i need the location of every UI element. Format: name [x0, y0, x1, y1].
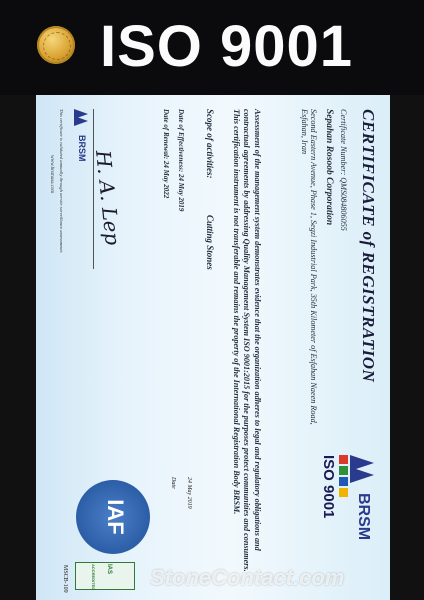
- iaf-label: IAF: [103, 499, 128, 535]
- brsm-logo: [306, 455, 376, 575]
- brsm-footer-word: BRSM: [77, 135, 87, 162]
- accreditation-code: MSCB-109: [62, 565, 68, 593]
- signature-line: [93, 109, 94, 269]
- brsm-iso-label: ISO 9001: [320, 455, 337, 519]
- iaf-globe-icon: [76, 480, 150, 554]
- issue-date: 24 May 2019: [186, 477, 192, 509]
- certificate-title: CERTIFICATE of REGISTRATION: [359, 109, 378, 383]
- watermark: StoneContact.com: [150, 565, 345, 590]
- brsm-footer-mark-icon: [74, 109, 90, 131]
- scope-label: Scope of activities:: [205, 109, 215, 179]
- brsm-color-squares: [339, 455, 348, 575]
- company-address: Second Eastern Avenue, Phase 1, Segzi Industrial Park, 35th Kilometer of Esfahan Naeen Road, Esfahan, Iran: [300, 109, 318, 425]
- ias-accredited-label: ACCREDITED: [91, 564, 96, 591]
- ias-badge-icon: [75, 562, 135, 590]
- brsm-word: BRSM: [355, 493, 372, 541]
- certificate-content: [36, 95, 390, 600]
- banner-title: ISO 9001: [100, 14, 354, 79]
- iso-banner: [0, 0, 424, 95]
- certificate-number: Certificate Number: QMS084806055: [339, 109, 348, 231]
- company-name: Sepahan Rosoob Corporation: [324, 109, 334, 226]
- gold-seal-icon: [37, 26, 75, 64]
- brsm-mark-icon: [350, 455, 376, 489]
- signature: H. A. Lep: [91, 149, 125, 247]
- ias-label: IAS: [106, 564, 112, 575]
- date-of-renewal: Date of Renewal: 24 May 2022: [162, 109, 170, 199]
- validity-note: This certificate is validated annually through on-site surveillance assessments: [59, 109, 64, 253]
- brsm-footer-logo: [74, 109, 90, 162]
- scope-value: Cutting Stones: [205, 215, 215, 270]
- assessment-text: Assessment of the management system demonstrates evidence that the organization adheres to legal and regulatory obligations and contractual agreements by addressing Quality Management System ISO 9001:2015 for the purposes protect communities and consumers. This certification instrument is not transferable and remains the property of the International Registration Body BRSM.: [232, 109, 262, 572]
- certificate: [36, 95, 390, 600]
- website: www.brsmusa.com: [49, 155, 54, 194]
- date-of-effectiveness: Date of Effectiveness: 24 May 2019: [177, 109, 185, 212]
- issue-date-label: Date: [170, 477, 176, 489]
